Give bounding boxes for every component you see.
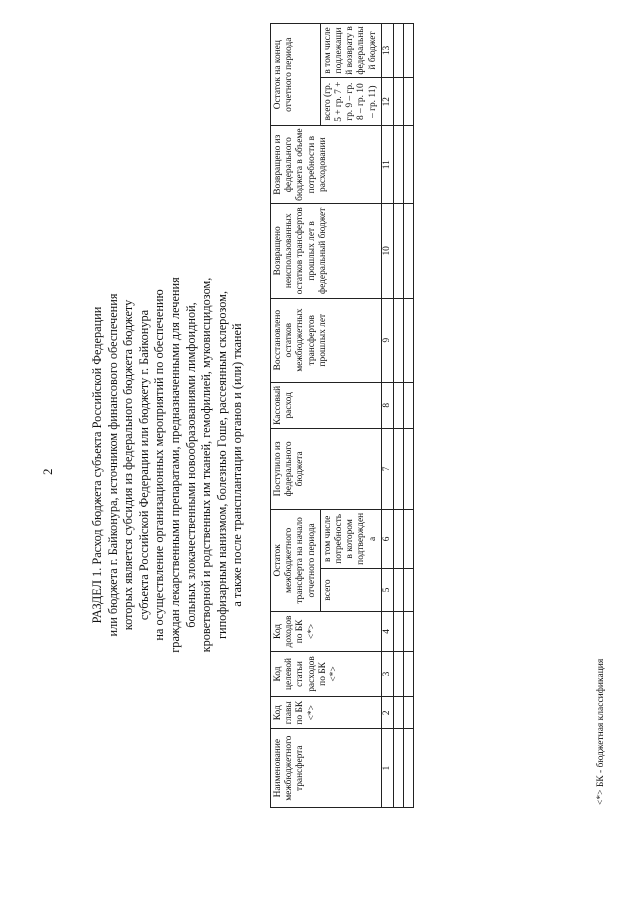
table-cell xyxy=(394,126,404,204)
table-cell xyxy=(394,428,404,509)
column-number: 10 xyxy=(381,203,393,298)
table-cell xyxy=(394,568,404,611)
title-line: а также после трансплантации органов и (или) тканей xyxy=(230,323,245,607)
table-cell xyxy=(404,509,414,568)
header-remainder-end-total: всего (гр. 5 + гр. 7 + гр. 9 – гр. 8 – гр. 10 – гр. 11) xyxy=(320,77,381,125)
table-row xyxy=(394,24,404,808)
header-returned-need: Возвращено из федерального бюджета в объеме потребности в расходовании xyxy=(271,126,382,204)
column-number: 7 xyxy=(381,428,393,509)
table-cell xyxy=(394,298,404,382)
column-number: 1 xyxy=(381,729,393,808)
header-remainder-start-total: всего xyxy=(320,568,381,611)
table-cell xyxy=(394,697,404,729)
table-row xyxy=(404,24,414,808)
report-table xyxy=(270,23,414,808)
title-line: или бюджета г. Байконура, источником финансового обеспечения xyxy=(105,293,120,637)
title-line: гипофизарным нанизмом, болезнью Гоше, рассеянным склерозом, xyxy=(214,290,229,640)
title-line: граждан лекарственными препаратами, предназначенными для лечения xyxy=(167,277,182,653)
header-received: Поступило из федерального бюджета xyxy=(271,428,382,509)
table-cell xyxy=(404,24,414,78)
title-line: больных злокачественными новообразованиями лимфоидной, xyxy=(183,302,198,628)
column-number: 6 xyxy=(381,509,393,568)
header-returned-unused: Возвращено неиспользованных остатков трансфертов прошлых лет в федеральный бюджет xyxy=(271,203,382,298)
table-cell xyxy=(404,77,414,125)
title-line: субъекта Российской Федерации или бюджету г. Байконура xyxy=(136,309,151,621)
column-number: 3 xyxy=(381,651,393,696)
title-line: на осуществление организационных мероприятий по обеспечению xyxy=(152,289,167,641)
column-number: 9 xyxy=(381,298,393,382)
header-target-code: Код целевой статьи расходов по БК <*> xyxy=(271,651,382,696)
table-cell xyxy=(394,729,404,808)
section-title xyxy=(90,105,246,825)
table-cell xyxy=(404,126,414,204)
header-chapter-code: Код главы по БК <*> xyxy=(271,697,382,729)
column-number: 13 xyxy=(381,24,393,78)
column-number: 2 xyxy=(381,697,393,729)
table-cell xyxy=(394,77,404,125)
table-cell xyxy=(404,612,414,652)
table-cell xyxy=(404,298,414,382)
title-line: кроветворной и родственных им тканей, гемофилией, муковисцидозом, xyxy=(199,277,214,653)
table-cell xyxy=(404,729,414,808)
header-cash-expense: Кассовый расход xyxy=(271,382,382,428)
table-cell xyxy=(394,612,404,652)
page-number: 2 xyxy=(40,468,55,475)
header-income-code: Код доходов по БК <*> xyxy=(271,612,382,652)
table-cell xyxy=(394,203,404,298)
header-transfer-name: Наименование межбюджетного трансферта xyxy=(271,729,382,808)
column-number: 8 xyxy=(381,382,393,428)
table-cell xyxy=(394,651,404,696)
column-number: 5 xyxy=(381,568,393,611)
header-remainder-end: Остаток на конец отчетного периода xyxy=(271,24,321,126)
column-number: 11 xyxy=(381,126,393,204)
column-number: 12 xyxy=(381,77,393,125)
table-cell xyxy=(404,651,414,696)
table-cell xyxy=(404,203,414,298)
header-remainder-end-refund: в том числе подлежащий возврату в федеральный бюджет xyxy=(320,24,381,78)
table-cell xyxy=(394,382,404,428)
table-cell xyxy=(394,24,404,78)
table-cell xyxy=(404,428,414,509)
title-line: РАЗДЕЛ 1. Расход бюджета субъекта Российской Федерации xyxy=(90,306,104,624)
title-line: которых является субсидия из федерального бюджета бюджету xyxy=(121,299,136,631)
table-cell xyxy=(394,509,404,568)
footnote: <*> БК - бюджетная классификация xyxy=(596,658,606,805)
table-cell xyxy=(404,568,414,611)
column-number: 4 xyxy=(381,612,393,652)
header-restored: Восстановлено остатков межбюджетных трансфертов прошлых лет xyxy=(271,298,382,382)
table-cell xyxy=(404,382,414,428)
header-remainder-start: Остаток межбюджетного трансферта на начало отчетного периода xyxy=(271,509,321,611)
header-remainder-start-need: в том числе потребность в котором подтверждена xyxy=(320,509,381,568)
table-cell xyxy=(404,697,414,729)
